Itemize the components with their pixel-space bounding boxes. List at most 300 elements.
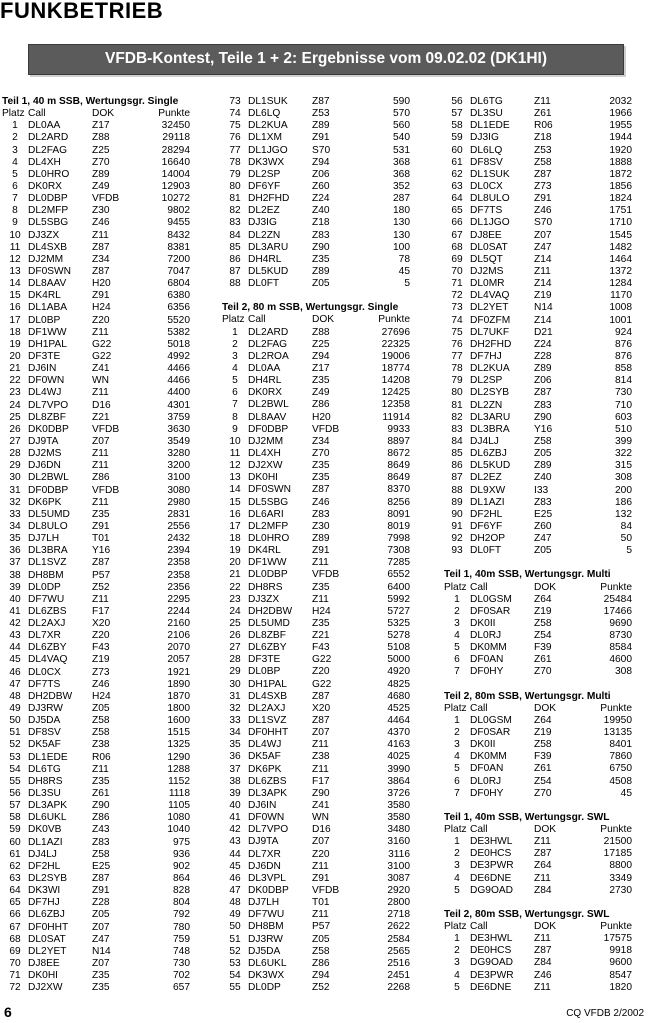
cell-dok: Z87	[534, 168, 552, 180]
cell-dok: Z91	[92, 290, 110, 302]
cell-platz: 91	[451, 520, 463, 532]
cell-call: DK0RX	[28, 181, 62, 192]
cell-platz: 3	[454, 617, 460, 629]
table-header-row	[2, 108, 212, 120]
cell-platz: 61	[9, 848, 21, 860]
cell-dok: Z17	[92, 120, 110, 132]
cell-platz: 2	[454, 727, 460, 739]
table-row	[2, 460, 212, 472]
table-row	[444, 387, 649, 399]
table-row	[444, 654, 649, 666]
cell-call: DL7VPO	[28, 399, 69, 411]
table-row	[222, 230, 432, 242]
cell-call: DK0II	[470, 617, 496, 629]
cell-platz: 3	[454, 860, 460, 872]
cell-punkte: 5520	[167, 314, 190, 326]
cell-call: DL0SAT	[28, 933, 66, 945]
cell-punkte: 7860	[609, 751, 632, 763]
cell-dok: Z38	[312, 751, 330, 763]
cell-punkte: 315	[615, 460, 632, 472]
cell-platz: 6	[454, 654, 460, 666]
table-row	[222, 679, 432, 691]
cell-call: DL7XR	[248, 848, 281, 860]
cell-dok: Z14	[534, 314, 552, 326]
cell-dok: VFDB	[312, 569, 340, 581]
cell-punkte: 759	[173, 933, 190, 945]
table-row	[444, 751, 649, 763]
cell-punkte: 2244	[167, 605, 190, 617]
cell-call: DK4RL	[248, 545, 281, 557]
cell-punkte: 17466	[603, 605, 632, 617]
cell-call: DL0AA	[248, 362, 281, 374]
cell-dok: Z25	[312, 338, 330, 350]
table-row	[2, 327, 212, 339]
cell-call: DH2DBW	[28, 690, 73, 702]
table-row	[222, 278, 432, 290]
cell-platz: 5	[454, 642, 460, 654]
cell-call: DL2AXJ	[248, 702, 286, 714]
cell-punkte: 2730	[609, 884, 632, 896]
cell-punkte: 3549	[167, 435, 190, 447]
table-row	[2, 982, 212, 994]
table-row	[2, 618, 212, 630]
table-row	[444, 242, 649, 254]
cell-platz: 5	[454, 884, 460, 896]
cell-dok: Z35	[92, 982, 110, 994]
cell-dok: Y16	[92, 545, 111, 557]
table-row	[222, 205, 432, 217]
table-row	[222, 666, 432, 678]
cell-punkte: 2718	[387, 909, 410, 921]
cell-call: DF0SAR	[470, 727, 511, 739]
cell-dok: Z07	[92, 958, 110, 969]
table-row	[2, 424, 212, 436]
cell-dok: E25	[534, 508, 553, 520]
cell-dok: Z40	[312, 205, 330, 217]
cell-punkte: 7047	[167, 265, 190, 277]
cell-punkte: 8370	[387, 484, 410, 496]
cell-platz: 51	[229, 933, 241, 945]
cell-call: DL2FAG	[248, 338, 288, 350]
cell-punkte: 45	[620, 787, 632, 799]
column-2	[222, 96, 432, 994]
cell-call: DL0DBP	[28, 193, 68, 205]
cell-dok: Z11	[534, 933, 551, 945]
cell-dok: WN	[312, 812, 329, 824]
cell-dok: Z90	[534, 411, 552, 423]
cell-call: DL2AXJ	[28, 618, 66, 630]
cell-call: DL0RJ	[470, 775, 502, 787]
table-row	[444, 351, 649, 363]
table-row	[444, 181, 649, 193]
cell-call: DF0HHT	[28, 921, 69, 933]
cell-punkte: 1856	[609, 180, 632, 192]
cell-platz: 21	[9, 363, 21, 375]
cell-dok: Z87	[92, 265, 110, 277]
cell-call: DJ3IG	[248, 217, 277, 229]
cell-dok: Z14	[534, 278, 552, 290]
cell-platz: 52	[229, 945, 241, 957]
cell-platz: 24	[229, 605, 241, 617]
table-row	[444, 327, 649, 339]
cell-call: DJ2XW	[28, 982, 63, 994]
cell-call: DL1EDE	[470, 120, 510, 132]
cell-dok: Z05	[312, 933, 330, 945]
cell-platz: 28	[9, 448, 21, 460]
cell-dok: Z83	[534, 399, 552, 411]
cell-punkte: 27696	[381, 326, 410, 338]
table-row	[222, 897, 432, 909]
cell-platz: 56	[451, 96, 463, 107]
table-row	[222, 982, 432, 994]
table-row	[444, 788, 649, 800]
cell-call: DL1ABA	[28, 302, 68, 314]
cell-dok: Z52	[92, 581, 110, 593]
cell-dok: T01	[312, 897, 330, 909]
cell-dok: Z73	[534, 180, 552, 192]
cell-dok: Z54	[534, 775, 552, 787]
cell-dok: D16	[312, 824, 331, 836]
cell-dok: Z87	[534, 848, 552, 860]
cell-call: DL1JGO	[248, 144, 288, 156]
cell-call: DL4VAQ	[470, 290, 510, 302]
cell-dok: Z46	[92, 217, 110, 229]
column-header-dok: DOK	[534, 581, 557, 593]
table-row	[2, 922, 212, 934]
cell-dok: Z28	[92, 897, 110, 909]
cell-platz: 12	[229, 460, 241, 472]
cell-dok: Z11	[534, 836, 551, 848]
cell-dok: D16	[92, 399, 111, 411]
table-row	[2, 691, 212, 703]
cell-punkte: 540	[393, 132, 410, 144]
cell-platz: 85	[229, 241, 241, 253]
cell-platz: 21	[229, 569, 241, 581]
cell-platz: 84	[451, 435, 463, 447]
cell-dok: Z70	[312, 447, 330, 459]
column-header-platz: Platz	[2, 108, 25, 120]
cell-dok: H20	[312, 411, 331, 423]
cell-punkte: 3990	[387, 763, 410, 775]
cell-punkte: 14004	[161, 168, 190, 180]
cell-platz: 32	[229, 702, 241, 714]
cell-call: DL1AZI	[28, 836, 63, 848]
cell-punkte: 8672	[387, 447, 410, 459]
cell-call: DG9OAD	[470, 884, 514, 896]
cell-call: DL2BWL	[248, 399, 289, 411]
cell-call: DJ6DN	[28, 460, 61, 472]
table-row	[2, 800, 212, 812]
cell-platz: 51	[9, 727, 21, 739]
cell-call: DE3PWR	[470, 860, 514, 872]
table-header-row	[444, 703, 649, 715]
table-row	[222, 800, 432, 812]
table-header-row	[444, 582, 649, 594]
table-row	[444, 763, 649, 775]
cell-punkte: 3630	[167, 423, 190, 435]
cell-punkte: 368	[393, 156, 410, 168]
section-spacer	[444, 897, 649, 909]
table-row	[222, 909, 432, 921]
cell-punkte: 186	[615, 496, 632, 508]
cell-dok: Z47	[92, 933, 110, 945]
table-row	[444, 193, 649, 205]
cell-punkte: 1284	[609, 278, 632, 290]
cell-punkte: 1870	[167, 690, 190, 702]
cell-platz: 27	[9, 435, 21, 447]
cell-punkte: 3087	[387, 872, 410, 884]
cell-call: DL5SBG	[28, 217, 69, 229]
cell-call: DL0GSM	[470, 593, 512, 605]
table-row	[444, 412, 649, 424]
cell-punkte: 603	[615, 411, 632, 423]
cell-dok: Z87	[312, 715, 330, 727]
table-row	[2, 533, 212, 545]
table-row	[444, 509, 649, 521]
table-row	[2, 667, 212, 679]
cell-call: DJ6IN	[248, 800, 277, 812]
cell-punkte: 287	[393, 193, 410, 205]
cell-punkte: 1008	[609, 302, 632, 314]
table-row	[444, 545, 649, 557]
cell-dok: Z07	[312, 727, 330, 739]
cell-punkte: 5382	[167, 326, 190, 338]
cell-dok: Z87	[312, 690, 330, 702]
table-row	[2, 849, 212, 861]
cell-call: DK3WX	[248, 156, 285, 168]
cell-call: DH4RL	[248, 253, 282, 265]
table-row	[2, 764, 212, 776]
cell-punkte: 1890	[167, 678, 190, 690]
cell-platz: 3	[232, 350, 238, 362]
cell-punkte: 9918	[609, 945, 632, 957]
table-row	[444, 485, 649, 497]
cell-platz: 55	[229, 982, 241, 994]
cell-platz: 4	[454, 751, 460, 763]
table-row	[222, 849, 432, 861]
cell-punkte: 7200	[167, 253, 190, 265]
cell-call: DL2SYB	[470, 387, 510, 399]
cell-platz: 87	[451, 472, 463, 484]
cell-platz: 49	[9, 703, 21, 715]
section-title: Teil 1, 40 m SSB, Wertungsgr. Single	[2, 96, 179, 107]
cell-dok: Z61	[92, 788, 110, 800]
cell-platz: 1	[232, 326, 238, 338]
cell-dok: VFDB	[312, 423, 340, 435]
cell-punkte: 3280	[167, 448, 190, 460]
cell-platz: 56	[9, 788, 21, 800]
table-row	[444, 315, 649, 327]
column-header-dok: DOK	[534, 824, 557, 836]
cell-punkte: 2451	[387, 970, 410, 981]
cell-platz: 55	[9, 775, 21, 787]
cell-call: DL2FAG	[28, 144, 68, 156]
cell-punkte: 200	[615, 484, 632, 496]
section-spacer	[444, 800, 649, 812]
cell-platz: 64	[451, 193, 463, 205]
cell-dok: Z05	[534, 545, 552, 557]
cell-call: DK0DBP	[28, 423, 69, 435]
cell-call: DF0SWN	[28, 265, 72, 277]
cell-platz: 78	[451, 363, 463, 375]
cell-platz: 34	[229, 727, 241, 739]
cell-punkte: 10272	[161, 193, 190, 205]
cell-call: DL6LQ	[248, 108, 281, 120]
cell-call: DJ2MM	[28, 253, 64, 265]
cell-punkte: 100	[393, 241, 410, 253]
table-row	[2, 205, 212, 217]
table-row	[222, 824, 432, 836]
cell-dok: Z87	[312, 484, 330, 496]
cell-dok: Z06	[312, 168, 330, 180]
cell-punkte: 6400	[387, 581, 410, 593]
cell-call: DL5QT	[470, 253, 503, 265]
cell-dok: P57	[92, 569, 111, 581]
table-row	[2, 193, 212, 205]
table-row	[222, 812, 432, 824]
cell-punkte: 710	[615, 399, 632, 411]
cell-platz: 4	[454, 969, 460, 981]
table-row	[2, 594, 212, 606]
cell-punkte: 3100	[387, 860, 410, 872]
cell-punkte: 1824	[609, 193, 632, 205]
table-row	[222, 242, 432, 254]
cell-platz: 85	[451, 448, 463, 460]
cell-call: DJ6DN	[248, 860, 281, 872]
column-header-call: Call	[28, 108, 46, 120]
table-row	[2, 739, 212, 751]
cell-platz: 60	[9, 836, 21, 848]
cell-punkte: 2556	[167, 520, 190, 532]
cell-punkte: 2565	[387, 945, 410, 957]
table-row	[2, 885, 212, 897]
cell-dok: Z70	[92, 156, 110, 168]
table-row	[222, 497, 432, 509]
table-row	[222, 266, 432, 278]
cell-dok: Z90	[92, 800, 110, 812]
table-row	[2, 485, 212, 497]
cell-punkte: 25484	[603, 593, 632, 605]
cell-call: DE3HWL	[470, 933, 513, 945]
cell-call: DL2ROA	[248, 350, 289, 362]
cell-punkte: 3349	[609, 872, 632, 884]
cell-platz: 54	[9, 763, 21, 775]
cell-punkte: 130	[393, 229, 410, 241]
cell-platz: 11	[229, 447, 241, 459]
cell-call: DL0HRO	[248, 532, 290, 544]
cell-platz: 50	[229, 921, 241, 933]
cell-dok: Z47	[534, 533, 552, 545]
cell-call: DL1SVZ	[248, 715, 287, 727]
cell-punkte: 814	[615, 375, 632, 387]
table-row	[2, 472, 212, 484]
cell-platz: 37	[229, 763, 241, 775]
cell-dok: H24	[312, 605, 331, 617]
cell-platz: 26	[229, 630, 241, 642]
cell-platz: 49	[229, 909, 241, 921]
cell-platz: 9	[232, 423, 238, 435]
cell-platz: 57	[9, 800, 21, 812]
cell-punkte: 8019	[387, 520, 410, 532]
cell-punkte: 5325	[387, 617, 410, 629]
cell-punkte: 2358	[167, 557, 190, 569]
cell-call: DL7XR	[28, 630, 61, 642]
cell-call: DJ8EE	[470, 229, 502, 241]
cell-call: DL0DP	[248, 982, 281, 994]
cell-dok: Z41	[92, 363, 110, 375]
cell-punkte: 322	[615, 448, 632, 460]
cell-platz: 27	[229, 642, 241, 654]
cell-platz: 52	[9, 739, 21, 751]
table-row	[222, 885, 432, 897]
table-row	[444, 205, 649, 217]
table-row	[444, 339, 649, 351]
cell-call: DE6DNE	[470, 872, 512, 884]
section-title: Teil 2, 80 m SSB, Wertungsgr. Single	[222, 302, 399, 314]
cell-punkte: 570	[393, 108, 410, 120]
cell-call: DL0AA	[28, 120, 61, 132]
cell-punkte: 1325	[167, 739, 190, 751]
cell-punkte: 19006	[381, 350, 410, 362]
table-row	[444, 278, 649, 290]
cell-platz: 16	[229, 508, 241, 520]
table-row	[2, 715, 212, 727]
cell-call: DL2MFP	[248, 520, 289, 532]
cell-call: DE0HCS	[470, 945, 512, 957]
cell-punkte: 2295	[167, 593, 190, 605]
cell-platz: 10	[9, 229, 21, 241]
cell-platz: 7	[12, 193, 18, 205]
cell-dok: Z64	[534, 593, 552, 605]
table-row	[444, 230, 649, 242]
cell-punkte: 730	[173, 958, 190, 969]
cell-dok: Z11	[92, 326, 109, 338]
table-row	[2, 242, 212, 254]
cell-punkte: 924	[615, 326, 632, 338]
cell-dok: Z60	[534, 520, 552, 532]
cell-punkte: 8649	[387, 472, 410, 484]
table-row	[444, 266, 649, 278]
cell-call: DL5UMD	[28, 508, 70, 520]
cell-call: DJ3RW	[248, 933, 283, 945]
table-row	[444, 521, 649, 533]
cell-dok: Y16	[534, 423, 553, 435]
cell-punkte: 3580	[387, 812, 410, 824]
table-row	[444, 945, 649, 957]
cell-platz: 83	[451, 423, 463, 435]
cell-platz: 42	[9, 618, 21, 630]
cell-call: DL0DP	[28, 581, 61, 593]
table-row	[444, 739, 649, 751]
cell-platz: 15	[9, 290, 21, 302]
table-row	[222, 727, 432, 739]
cell-call: DL8AAV	[28, 278, 67, 290]
table-row	[2, 339, 212, 351]
cell-punkte: 308	[615, 666, 632, 678]
table-row	[222, 873, 432, 885]
table-row	[2, 909, 212, 921]
cell-call: DF7HJ	[470, 350, 502, 362]
cell-platz: 2	[12, 132, 18, 144]
table-row	[222, 181, 432, 193]
cell-platz: 80	[229, 180, 241, 192]
cell-dok: Z86	[312, 957, 330, 969]
cell-punkte: 1751	[609, 205, 632, 217]
cell-punkte: 590	[393, 96, 410, 107]
table-row	[222, 751, 432, 763]
cell-platz: 88	[451, 484, 463, 496]
table-row	[222, 120, 432, 132]
